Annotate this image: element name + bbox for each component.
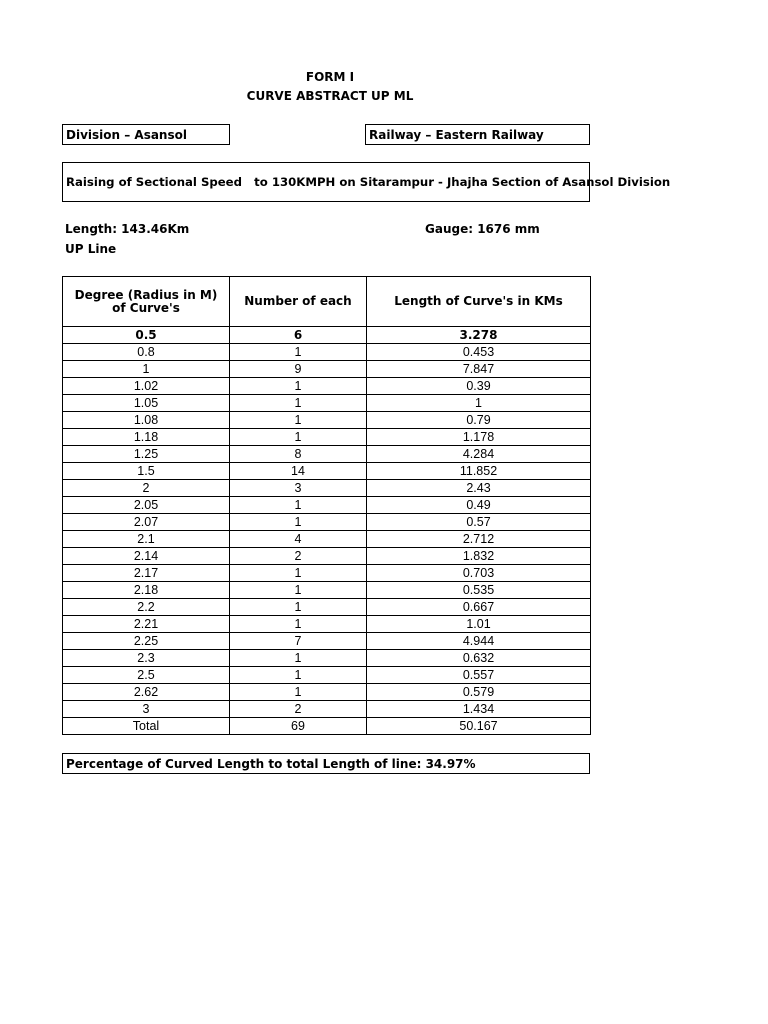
cell-number: 9 bbox=[230, 361, 367, 378]
table-row bbox=[63, 565, 591, 582]
cell-length: 0.557 bbox=[367, 667, 591, 684]
cell-degree: 2.05 bbox=[63, 497, 230, 514]
cell-number: 1 bbox=[230, 684, 367, 701]
cell-degree: 1.05 bbox=[63, 395, 230, 412]
cell-degree: 2.1 bbox=[63, 531, 230, 548]
table-total-row bbox=[63, 718, 591, 735]
cell-degree: 1.25 bbox=[63, 446, 230, 463]
table-header-row bbox=[63, 277, 591, 327]
cell-length: 3.278 bbox=[367, 327, 591, 344]
table-row bbox=[63, 616, 591, 633]
cell-number: 1 bbox=[230, 616, 367, 633]
cell-length: 1.434 bbox=[367, 701, 591, 718]
table-row bbox=[63, 667, 591, 684]
cell-number: 1 bbox=[230, 378, 367, 395]
cell-length: 1 bbox=[367, 395, 591, 412]
cell-number: 1 bbox=[230, 565, 367, 582]
cell-degree: 2.2 bbox=[63, 599, 230, 616]
cell-number: 8 bbox=[230, 446, 367, 463]
cell-number: 1 bbox=[230, 429, 367, 446]
cell-number: 14 bbox=[230, 463, 367, 480]
cell-length: 0.453 bbox=[367, 344, 591, 361]
gauge-label: Gauge: 1676 mm bbox=[425, 222, 540, 236]
cell-length: 2.43 bbox=[367, 480, 591, 497]
percentage-box bbox=[62, 753, 590, 774]
cell-degree: 2.3 bbox=[63, 650, 230, 667]
page-title: CURVE ABSTRACT UP ML bbox=[246, 89, 414, 103]
table-row bbox=[63, 463, 591, 480]
cell-length: 0.579 bbox=[367, 684, 591, 701]
cell-length: 0.79 bbox=[367, 412, 591, 429]
cell-length: 1.832 bbox=[367, 548, 591, 565]
project-description: Raising of Sectional Speed to 130KMPH on Sitarampur - Jhajha Section of Asansol Division bbox=[66, 175, 671, 189]
column-header-degree: Degree (Radius in M) of Curve's bbox=[63, 277, 230, 327]
cell-number: 1 bbox=[230, 344, 367, 361]
table-row bbox=[63, 599, 591, 616]
cell-number: 6 bbox=[230, 327, 367, 344]
cell-degree: 1.08 bbox=[63, 412, 230, 429]
cell-length: 2.712 bbox=[367, 531, 591, 548]
table-row bbox=[63, 327, 591, 344]
table-row bbox=[63, 514, 591, 531]
cell-number: 3 bbox=[230, 480, 367, 497]
cell-degree: 1.5 bbox=[63, 463, 230, 480]
line-label: UP Line bbox=[65, 242, 117, 256]
cell-number: 1 bbox=[230, 395, 367, 412]
cell-length: 0.632 bbox=[367, 650, 591, 667]
project-box bbox=[62, 162, 671, 202]
table-row bbox=[63, 480, 591, 497]
cell-length: 7.847 bbox=[367, 361, 591, 378]
table-row bbox=[63, 684, 591, 701]
cell-length: 0.57 bbox=[367, 514, 591, 531]
cell-number: 2 bbox=[230, 548, 367, 565]
division-label: Division – Asansol bbox=[66, 127, 187, 142]
cell-number: 1 bbox=[230, 599, 367, 616]
cell-number: 1 bbox=[230, 497, 367, 514]
cell-number: 1 bbox=[230, 650, 367, 667]
cell-degree: 2 bbox=[63, 480, 230, 497]
table-row bbox=[63, 650, 591, 667]
table-row bbox=[63, 412, 591, 429]
table-body bbox=[63, 327, 591, 735]
table-row bbox=[63, 429, 591, 446]
cell-number: 4 bbox=[230, 531, 367, 548]
table-row bbox=[63, 633, 591, 650]
cell-degree: 2.14 bbox=[63, 548, 230, 565]
table-row bbox=[63, 446, 591, 463]
cell-degree: 1.02 bbox=[63, 378, 230, 395]
cell-degree: 2.5 bbox=[63, 667, 230, 684]
cell-degree: 2.17 bbox=[63, 565, 230, 582]
cell-degree: 1.18 bbox=[63, 429, 230, 446]
table-row bbox=[63, 497, 591, 514]
table-row bbox=[63, 361, 591, 378]
cell-length: 50.167 bbox=[367, 718, 591, 735]
cell-number: 69 bbox=[230, 718, 367, 735]
table-row bbox=[63, 395, 591, 412]
table-row bbox=[63, 701, 591, 718]
cell-degree: 0.5 bbox=[63, 327, 230, 344]
cell-degree: 2.07 bbox=[63, 514, 230, 531]
cell-degree: 2.25 bbox=[63, 633, 230, 650]
cell-degree: Total bbox=[63, 718, 230, 735]
cell-number: 1 bbox=[230, 514, 367, 531]
column-header-number: Number of each bbox=[230, 277, 367, 327]
cell-degree: 2.21 bbox=[63, 616, 230, 633]
cell-degree: 2.62 bbox=[63, 684, 230, 701]
cell-length: 0.535 bbox=[367, 582, 591, 599]
cell-length: 0.667 bbox=[367, 599, 591, 616]
cell-length: 11.852 bbox=[367, 463, 591, 480]
cell-length: 4.284 bbox=[367, 446, 591, 463]
cell-degree: 3 bbox=[63, 701, 230, 718]
table-row bbox=[63, 378, 591, 395]
percentage-label: Percentage of Curved Length to total Length of line: 34.97% bbox=[66, 756, 476, 771]
form-number: FORM I bbox=[305, 70, 355, 84]
table-row bbox=[63, 344, 591, 361]
table-row bbox=[63, 548, 591, 565]
cell-length: 0.703 bbox=[367, 565, 591, 582]
cell-number: 1 bbox=[230, 412, 367, 429]
division-box bbox=[62, 124, 230, 145]
cell-length: 1.178 bbox=[367, 429, 591, 446]
table-row bbox=[63, 582, 591, 599]
cell-number: 7 bbox=[230, 633, 367, 650]
cell-number: 2 bbox=[230, 701, 367, 718]
table-row bbox=[63, 531, 591, 548]
cell-degree: 1 bbox=[63, 361, 230, 378]
railway-label: Railway – Eastern Railway bbox=[369, 127, 544, 142]
column-header-length: Length of Curve's in KMs bbox=[367, 277, 591, 327]
cell-number: 1 bbox=[230, 582, 367, 599]
cell-length: 0.39 bbox=[367, 378, 591, 395]
cell-number: 1 bbox=[230, 667, 367, 684]
cell-length: 0.49 bbox=[367, 497, 591, 514]
curve-table bbox=[62, 276, 591, 735]
cell-length: 1.01 bbox=[367, 616, 591, 633]
cell-length: 4.944 bbox=[367, 633, 591, 650]
cell-degree: 0.8 bbox=[63, 344, 230, 361]
length-label: Length: 143.46Km bbox=[65, 222, 190, 236]
cell-degree: 2.18 bbox=[63, 582, 230, 599]
railway-box bbox=[365, 124, 590, 145]
